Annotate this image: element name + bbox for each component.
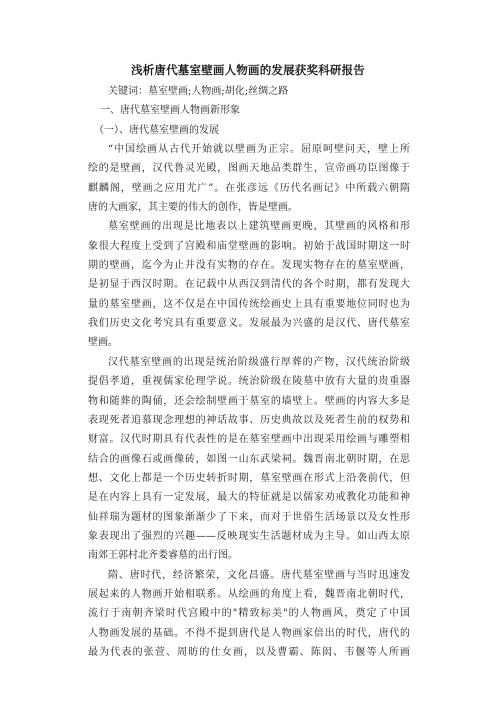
text-line: 结合的画像石或画像砖，如图一山东武梁祠。魏晋南北朝时期，在思 — [88, 453, 410, 465]
text-line: 象很大程度上受到了宫殿和庙堂壁画的影响。初始于战国时期这一时 — [88, 240, 410, 252]
text-line: 表现死者追慕现念理想的神话故事、历史典故以及死者生前的权势和 — [88, 414, 410, 426]
text-line: 人物画发展的基础。不得不提到唐代是人物画家倍出的时代，唐代的 — [88, 627, 410, 639]
paragraph-1 — [88, 140, 410, 217]
paragraph-4 — [88, 566, 410, 663]
document-body — [88, 82, 410, 662]
text-line: 我们历史文化考究具有重要意义。发展最为兴盛的是汉代、唐代墓室 — [88, 318, 410, 330]
subsection-heading: （一）、唐代墓室壁画的发展 — [94, 124, 219, 136]
text-line: 物和随葬的陶俑，还会绘制壁画于墓室的墙壁上。壁画的内容大多是 — [88, 395, 410, 407]
text-line: 流行于南朝齐梁时代宫殿中的"精致标美"的人物画风，奠定了中国 — [88, 608, 410, 620]
text-line: 量的墓室壁画，这不仅是在中国传统绘画史上具有重要地位同时也为 — [88, 298, 410, 310]
paragraph-2 — [88, 217, 410, 352]
text-line: 仙祥瑞为题材的图象渐渐少了下来，而对于世俗生活场景以及女性形 — [88, 511, 410, 523]
text-line: 最为代表的张萱、周昉的仕女画，以及曹霸、陈闳、韦偃等人所画 — [88, 646, 410, 658]
text-line: 墓室壁画的出现是比地表以上建筑壁画更晚，其壁画的风格和形 — [108, 221, 410, 233]
text-line: 提倡孝道，重视儒家伦理学说。统治阶级在陵墓中放有大量的贵重器 — [88, 376, 410, 388]
text-line: 南郊王郭村北齐娄睿墓的出行图。 — [88, 550, 238, 562]
text-line: 是初显于西汉时期。在记载中从西汉到清代的各个时期，都有发现大 — [88, 279, 410, 291]
keywords-line: 关键词：墓室壁画;人物画;胡化;丝绸之路 — [108, 86, 289, 97]
text-line: 隋、唐时代，经济繁荣，文化昌盛。唐代墓室壁画与当时迅速发 — [108, 569, 410, 581]
text-line: 想、文化上都是一个历史转折时期，墓室壁画在形式上沿袭前代，但 — [88, 472, 410, 484]
text-line: 唐的大画家，其主要的伟大的创作，皆是壁画。 — [88, 202, 298, 214]
text-line: “中国绘画从古代开始就以壁画为正宗。屈原呵壁问天，壁上所 — [108, 144, 410, 156]
text-line: 财富。汉代时期具有代表性的是在墓室壁画中出现采用绘画与雕塑相 — [88, 434, 410, 446]
text-line: 壁画。 — [88, 337, 118, 349]
text-line: 绘的是壁画，汉代鲁灵光殿，图画天地品类群生，宣帝画功臣图像于 — [88, 163, 410, 175]
text-line: 象表现出了强烈的兴趣——反映现实生活题材成为主导。如山西太原 — [88, 530, 410, 542]
section-heading: 一、唐代墓室壁画人物画新形象 — [100, 105, 240, 117]
document-title: 浅析唐代墓室壁画人物画的发展获奖科研报告 — [131, 63, 365, 77]
text-line: 期的壁画，迄今为止并没有实物的存在。发现实物存在的墓室壁画， — [88, 260, 410, 272]
text-line: 是在内容上具有一定发展，最大的特征就是以儒家劝戒教化功能和神 — [88, 492, 410, 504]
paragraph-3 — [88, 353, 410, 566]
text-line: 展起来的人物画开始相联系。从绘画的角度上看，魏晋南北朝时代， — [88, 588, 410, 600]
text-line: 汉代墓室壁画的出现是统治阶级盛行厚葬的产物，汉代统治阶级 — [108, 356, 410, 368]
text-line: 麒麟阁，壁画之应用尤广”。在张彦远《历代名画记》中所载六朝隋 — [88, 182, 410, 194]
